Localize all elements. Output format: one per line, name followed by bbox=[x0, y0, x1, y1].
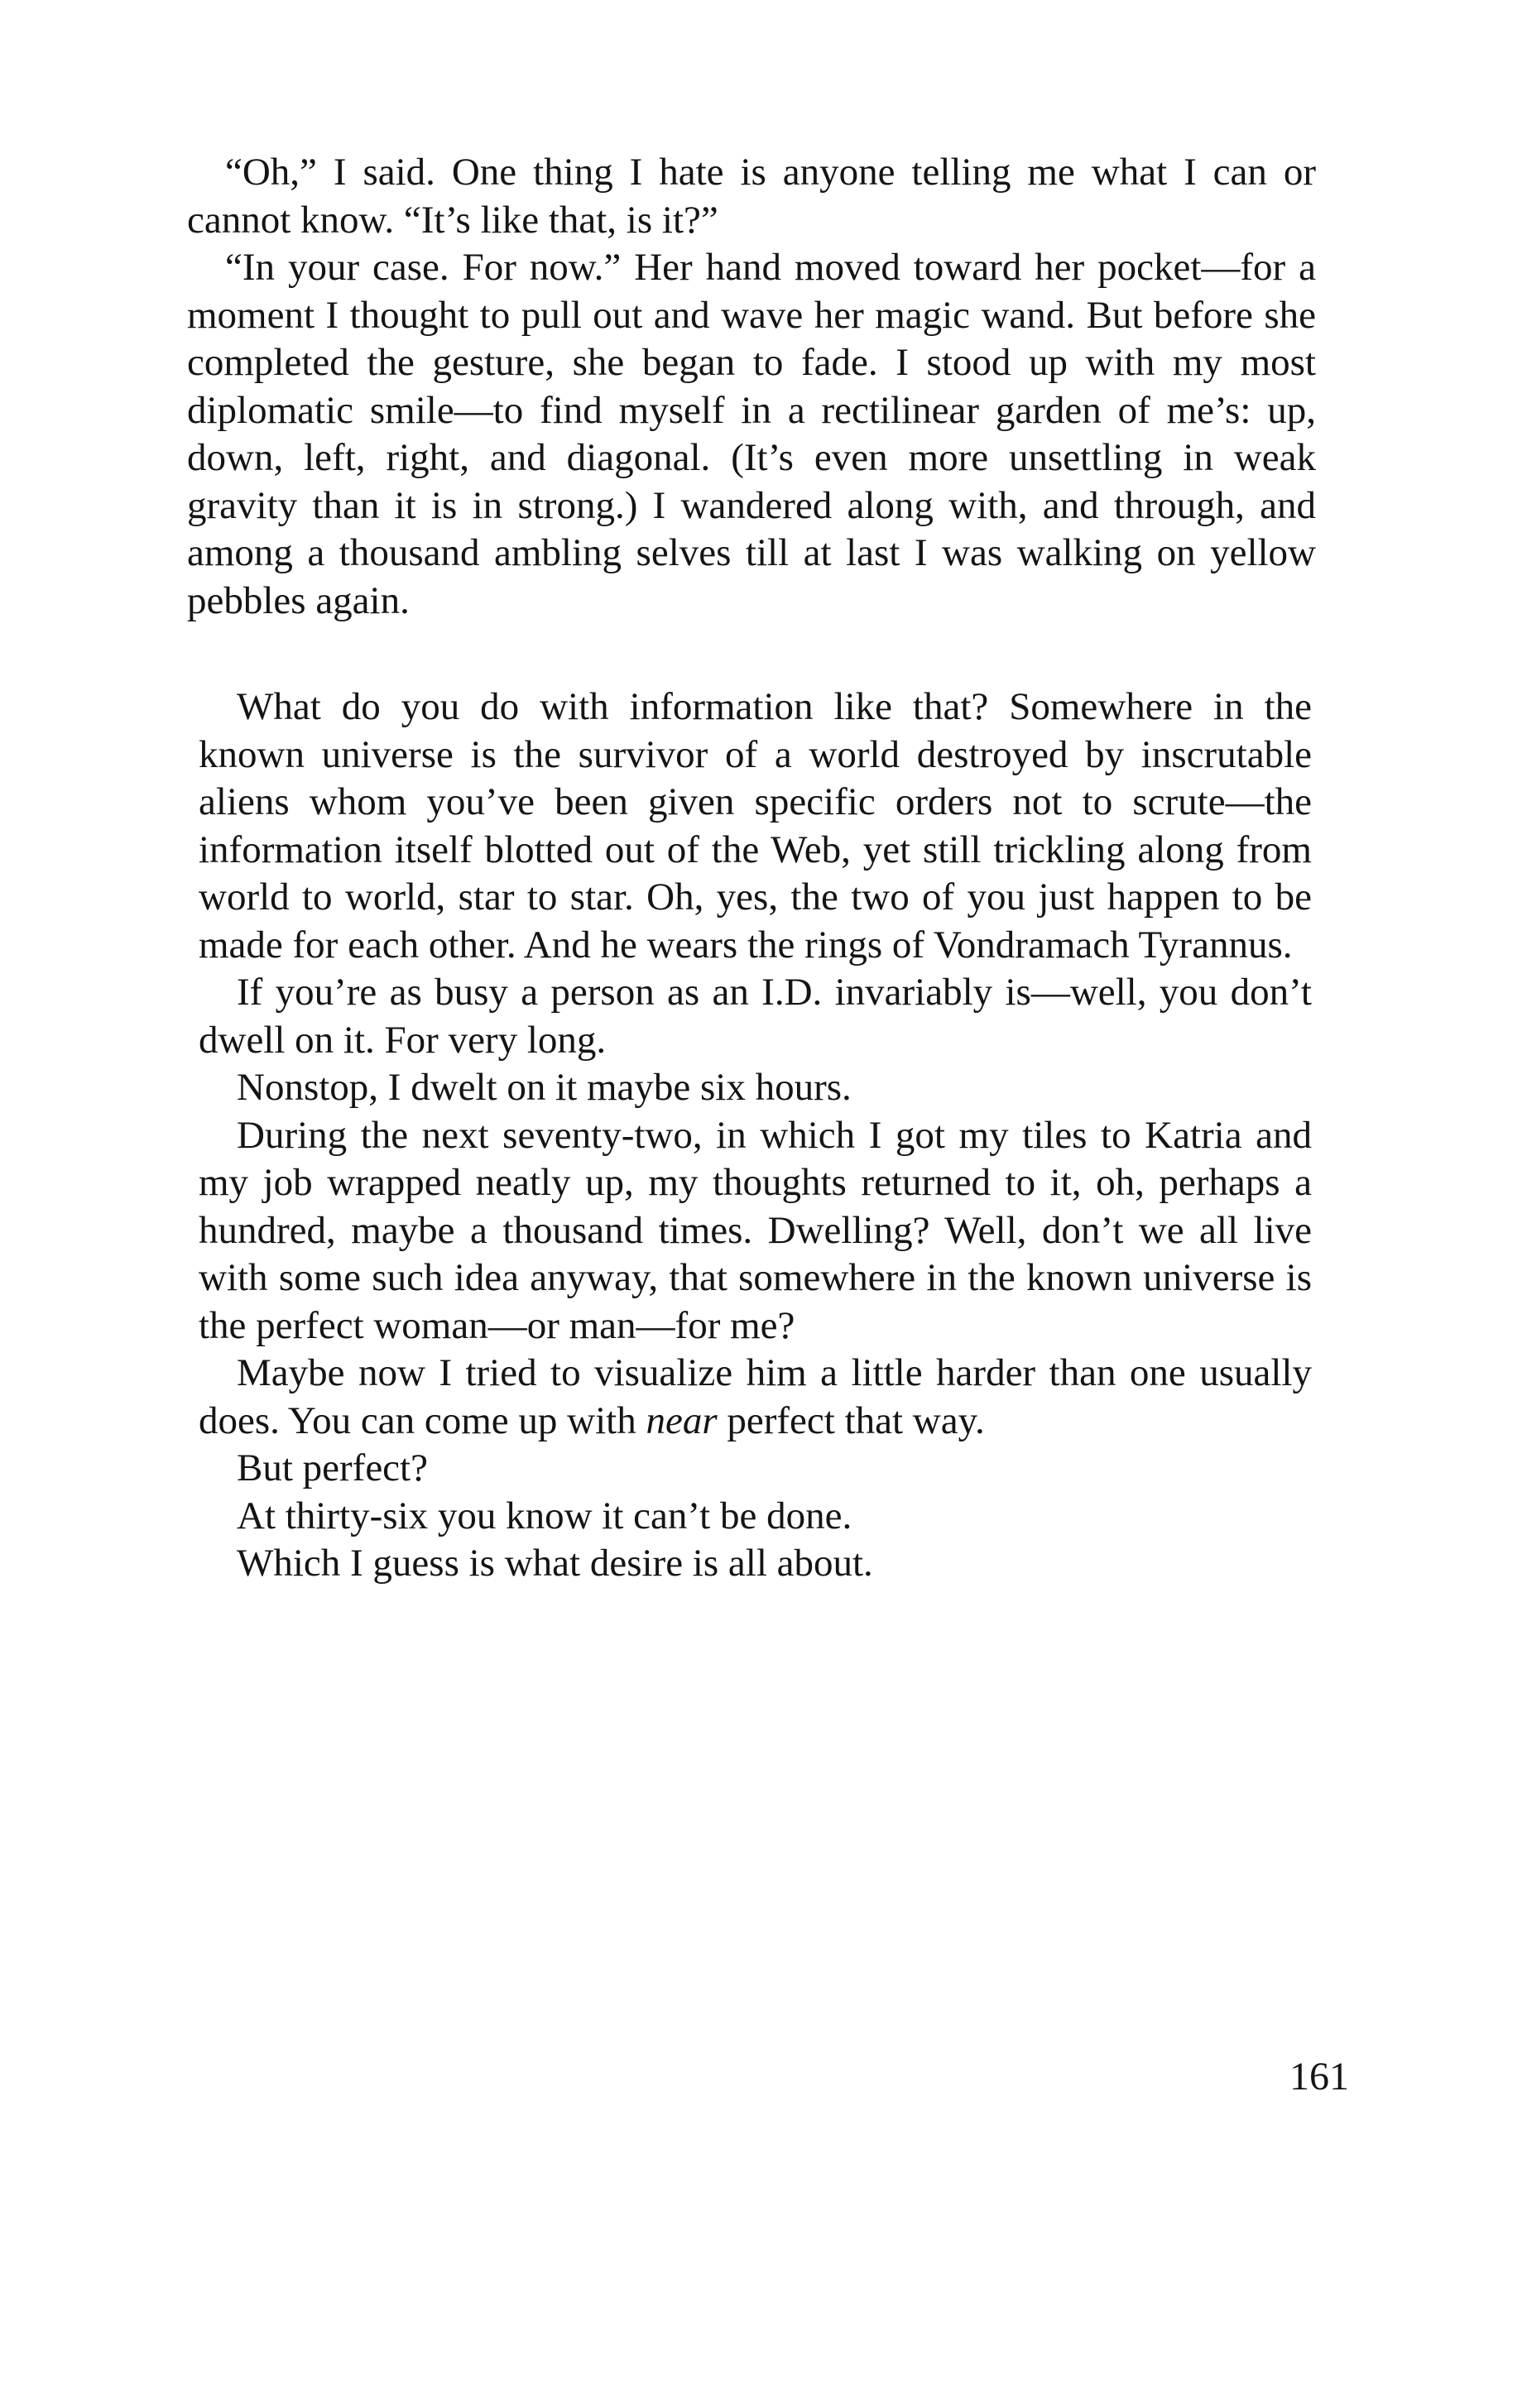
paragraph: “Oh,” I said. One thing I hate is anyone telling me what I can or cannot know. “It’s like that, is it?” bbox=[187, 151, 1316, 242]
italic-word: near bbox=[646, 1398, 718, 1442]
paragraph: Nonstop, I dwelt on it maybe six hours. bbox=[237, 1066, 852, 1109]
paragraph-text: Maybe now I tried to visualize him a little harder than one usually does. You can come up with bbox=[199, 1351, 1312, 1442]
page-number: 161 bbox=[1289, 2055, 1349, 2099]
paragraph: “In your case. For now.” Her hand moved toward her pocket—for a moment I thought to pull out and wave her magic wand. But before she completed the gesture, she began to fade. I stood up with my most diplomatic smile—to find myself in a rectilinear garden of me’s: up, down, left, right, and diagonal. (It’s even more unsettling in weak gravity than it is in strong.) I wandered along with, and through, and among a thousand ambling selves till at last I was walking on yellow pebbles again. bbox=[187, 246, 1316, 622]
paragraph bbox=[199, 1350, 1312, 1445]
paragraph: At thirty-six you know it can’t be done. bbox=[237, 1494, 852, 1537]
paragraph: Which I guess is what desire is all about. bbox=[237, 1542, 873, 1585]
text-section-1 bbox=[187, 149, 1316, 625]
text-section-2 bbox=[199, 684, 1312, 1588]
paragraph-text: perfect that way. bbox=[717, 1398, 985, 1442]
paragraph: During the next seventy-two, in which I got my tiles to Katria and my job wrapped neatly up, my thoughts returned to it, oh, perhaps a hundred, maybe a thousand times. Dwelling? Well, don’t we all live with some such idea anyway, that somewhere in the known universe is the perfect woman—or man—for me? bbox=[199, 1113, 1312, 1347]
paragraph: But perfect? bbox=[237, 1446, 428, 1489]
paragraph: What do you do with information like that? Somewhere in the known universe is the survivor of a world destroyed by inscrutable aliens whom you’ve been given specific orders not to scrute—the information itself blotted out of the Web, yet still trickling along from world to world, star to star. Oh, yes, the two of you just happen to be made for each other. And he wears the rings of Vondramach Tyrannus. bbox=[199, 685, 1312, 967]
paragraph: If you’re as busy a person as an I.D. invariably is—well, you don’t dwell on it. For very long. bbox=[199, 971, 1312, 1062]
